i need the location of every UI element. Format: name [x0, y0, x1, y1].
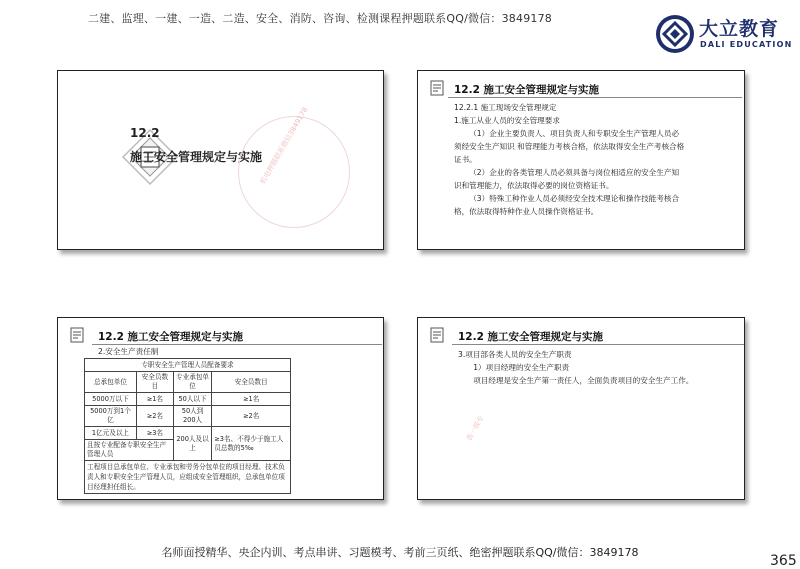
- page-number: 365: [770, 553, 797, 569]
- slide-heading: 12.2 施工安全管理规定与实施: [458, 331, 604, 343]
- table-cell: ≥3名、不得少于施工人员总数的5‰: [212, 427, 291, 461]
- body-line: 1.施工从业人员的安全管理要求: [454, 116, 560, 125]
- slide-heading: 12.2 施工安全管理规定与实施: [98, 331, 244, 343]
- logo-text-cn: 大立教育: [699, 18, 780, 40]
- document-icon: [69, 327, 87, 343]
- slide-heading: 12.2 施工安全管理规定与实施: [454, 84, 600, 96]
- body-line: 项目经理是安全生产第一责任人，全面负责项目的安全生产工作。: [473, 376, 694, 385]
- table-row: [85, 393, 291, 406]
- table-cell: 50人以下: [173, 393, 211, 406]
- slide-cover: [57, 70, 384, 250]
- slide-subtitle: 2.安全生产责任制: [98, 347, 159, 356]
- table-header: 专业承包单位: [173, 372, 211, 393]
- slide-project-staff-duties: [417, 317, 745, 500]
- table-cell: 5000万以下: [85, 393, 137, 406]
- section-title: 施工安全管理规定与实施: [130, 150, 263, 164]
- table-cell: 50人到200人: [173, 406, 211, 427]
- table-row: [85, 461, 291, 494]
- heading-divider: [452, 344, 744, 345]
- table-row: [85, 406, 291, 427]
- logo-text-en: DALI EDUCATION: [700, 40, 793, 49]
- slide-body: [458, 348, 696, 387]
- slide-site-safety-rules: [417, 70, 745, 250]
- slide-responsibility-system: [57, 317, 384, 500]
- body-line: 1）项目经理的安全生产职责: [473, 363, 570, 372]
- table-cell: ≥3名: [136, 427, 173, 440]
- table-cell: ≥1名: [212, 393, 291, 406]
- document-icon: [429, 80, 447, 96]
- table-cell: 且按专业配备专职安全生产管理人员: [85, 440, 174, 461]
- body-line: （2）企业的各类管理人员必须具备与岗位相适应的安全生产知识和管理能力，依法取得必要的岗位资格证书。: [454, 168, 680, 190]
- table-header: 安全员数目: [136, 372, 173, 393]
- body-line: 12.2.1 施工现场安全管理规定: [454, 103, 557, 112]
- table-cell: ≥2名: [212, 406, 291, 427]
- table-row: [85, 427, 291, 440]
- table-cell: 5000万到1个亿: [85, 406, 137, 427]
- table-note: 工程项目总承包单位、专业承包和劳务分包单位的项目经理、技术负责人和专职安全生产管理人员，应组成安全管理组织，总承包单位项目经理担任组长。: [85, 461, 291, 494]
- section-number: 12.2: [130, 126, 160, 140]
- table-row: [85, 372, 291, 393]
- watermark-text: 机电押题联系微信3849178: [258, 105, 310, 186]
- body-line: （3）特殊工种作业人员必须经安全技术理论和操作技能考核合格，依法取得特种作业人员操作资格证书。: [454, 194, 680, 216]
- table-cell: ≥2名: [136, 406, 173, 427]
- table-header: 总承包单位: [85, 372, 137, 393]
- logo-mark-icon: [655, 14, 695, 54]
- table-header: 安全员数目: [212, 372, 291, 393]
- table-cell: 200人及以上: [173, 427, 211, 461]
- document-icon: [429, 327, 447, 343]
- body-line: （1）企业主要负责人、项目负责人和专职安全生产管理人员必须经安全生产知识 和管理能力考核合格，依法取得安全生产考核合格证书。: [454, 129, 685, 164]
- slide-body: [454, 101, 686, 218]
- header-banner: 二建、监理、一建、一造、二造、安全、消防、咨询、检测课程押题联系QQ/微信：3849178: [87, 12, 552, 25]
- table-caption: 专职安全生产管理人员配备要求: [85, 359, 291, 372]
- table-cell: ≥1名: [136, 393, 173, 406]
- heading-divider: [448, 97, 742, 98]
- staffing-requirements-table: [84, 358, 291, 494]
- dali-logo: [655, 14, 795, 60]
- body-line: 3.项目部各类人员的安全生产职责: [458, 350, 572, 359]
- footer-banner: 名师面授精华、央企内训、考点串讲、习题模考、考前三页纸、绝密押题联系QQ/微信：3849178: [161, 546, 639, 559]
- table-cell: 1亿元及以上: [85, 427, 137, 440]
- watermark-text: 表一级专: [464, 414, 486, 443]
